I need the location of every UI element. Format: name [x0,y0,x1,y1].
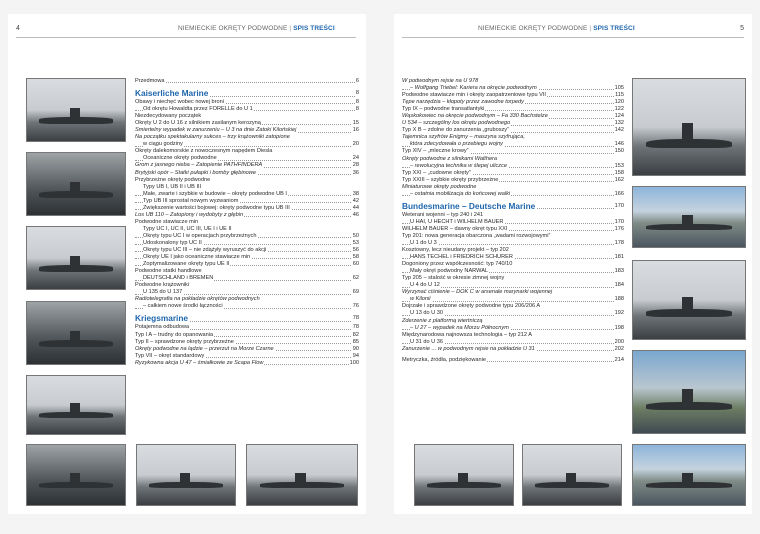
toc-entry-title: Mały okręt podwodny NARWAL [410,268,489,275]
submarine-hull-shape [39,482,114,488]
ship-photo-icon [632,78,746,176]
toc-entry-title: Typ IX – podwodne transatlantyki [402,106,485,113]
toc-page-number: 78 [352,313,359,324]
submarine-hull-shape [646,139,731,149]
toc-entry [402,261,624,268]
ship-photo-icon [136,444,236,506]
toc-entry [402,177,624,184]
toc-entry [135,177,359,184]
toc-entry-title: Podwodne krążowniki [135,282,190,289]
toc-entry-title: – rewolucyjna technika w ślepej uliczce [410,162,508,169]
toc-page-number: 94 [352,352,359,359]
toc-entry-title: Typ 201: nowa generacja obarczona „wadami rozwojowymi” [402,232,551,239]
ship-photo-icon [246,444,358,506]
submarine-hull-shape [427,482,502,488]
section-title: SPIS TREŚCI [293,25,335,32]
toc-entry-title: Tępe narzędzia – kłopoty przez zawodne torpedy [402,99,524,106]
submarine-hull-shape [39,340,114,346]
toc-entry-title: Zwiększenie wartości bojowej: okręty podwodne typu UB III [143,204,290,211]
toc-page-number: 46 [352,211,359,218]
toc-entry-title: Typ XIV – „mleczne krowy” [402,148,469,155]
submarine-hull-shape [39,191,114,197]
toc-entry-title: Tajemnica szyfrów Enigmy – maszyna szyfrująca, [402,134,525,141]
toc-entry [402,219,624,226]
toc-entry [402,282,624,289]
running-title-text: NIEMIECKIE OKRĘTY PODWODNE [478,25,588,32]
toc-entry [402,357,624,364]
toc-entry [135,240,359,247]
toc-page-number: 6 [355,78,359,84]
toc-entry-title: Zderzenie z platformą wiertniczą [402,317,483,324]
toc-entry-title: Przedmowa [135,78,165,84]
toc-entry-title: Miniaturowe okręty podwodne [402,183,477,190]
toc-entry-title: Na początku spektakularny sukces – trzy krążowniki zatopione [135,134,290,141]
conning-tower-shape [70,473,80,483]
toc-entry-title: Typ XXI – „cudowne okręty” [402,169,471,176]
toc-entry [402,191,624,198]
toc-entry-title: W podwodnym rejsie na U 978 [402,78,479,84]
section-title: SPIS TREŚCI [593,25,635,32]
toc-entry [135,162,359,169]
toc-page-number: 82 [352,331,359,338]
toc-page-number: 115 [615,92,624,99]
right-toc [402,78,624,364]
toc-entry-title: Grom z jasnego nieba – Zatopienie PATHFINDERA [135,162,263,169]
conning-tower-shape [70,256,80,266]
toc-entry-title: – ostatnia mobilizacja do końcowej walki [410,190,511,197]
toc-section-heading [135,313,359,324]
submarine-hull-shape [39,412,114,418]
toc-entry-title: U 4 do U 12 [410,282,440,289]
toc-page-number: 142 [614,127,624,134]
toc-entry [402,310,624,317]
toc-page-number: 150 [614,148,624,155]
conning-tower-shape [295,473,306,483]
ship-photo-icon [414,444,514,506]
toc-entry-title: Okręty typu UC III – nie zdążyły wyruszyć do akcji [143,247,267,254]
toc-entry-title: Przybrzeżne okręty podwodne [135,176,211,183]
toc-entry [135,353,359,360]
toc-page-number: 38 [352,190,359,197]
toc-entry [135,339,359,346]
toc-entry [402,296,624,303]
ship-photo-icon [26,301,126,365]
toc-page-number: 158 [614,169,624,176]
toc-entry [135,205,359,212]
toc-page-number: 153 [614,162,624,169]
toc-entry [402,148,624,155]
submarine-hull-shape [260,482,344,488]
ship-photo-icon [26,375,126,435]
toc-entry [135,198,359,205]
toc-entry [135,233,359,240]
toc-page-number: 202 [614,345,624,352]
ship-photo-icon [632,350,746,434]
toc-page-number: 15 [352,120,359,127]
toc-page-number: 170 [614,218,624,225]
toc-page-number: 200 [614,338,624,345]
toc-entry [135,261,359,268]
toc-entry [135,134,359,141]
toc-entry-title: Typ I A – trudny do opanowania [135,331,214,338]
toc-entry [402,233,624,240]
submarine-hull-shape [646,482,731,488]
toc-entry [402,170,624,177]
toc-entry-title: Kriegsmarine [135,313,189,324]
toc-page-number: 100 [349,359,359,366]
toc-entry-title: Małe, zwarte i szybkie w budowie – okręty podwodne UB I [143,190,287,197]
submarine-hull-shape [39,117,114,123]
toc-entry-title: Typ UB III sprostał nowym wyzwaniom [143,197,239,204]
right-header [394,24,752,36]
toc-leader-dots [402,301,624,302]
toc-page-number: 8 [355,99,359,106]
conning-tower-shape [70,331,80,341]
toc-page-number: 183 [614,268,624,275]
running-title: NIEMIECKIE OKRĘTY PODWODNE | SPIS TREŚCI [478,25,635,32]
toc-entry-title: WILHELM BAUER – dawny okręt typu XXI [402,225,508,232]
toc-entry-title: DEUTSCHLAND i BREMEN [143,275,214,282]
ship-photo-icon [632,186,746,248]
toc-entry-title: Dojrzałe i sprawdzone okręty podwodne typu 206/206 A [402,303,541,310]
toc-entry-title: U HAI, U HECHT i WILHELM BAUER [410,218,504,225]
running-title-text: NIEMIECKIE OKRĘTY PODWODNE [178,25,288,32]
toc-entry-title: Typ 205 – stalość w okresie zimnej wojny [402,275,505,282]
toc-page-number: 16 [352,127,359,134]
toc-entry-title: Okręty typu UC I w operacjach przybrzeżnych [143,232,257,239]
toc-entry-title: Obawy i niechęć wobec nowej broni [135,99,224,106]
toc-entry [402,127,624,134]
toc-entry-title: Podwodne statki handlowe [135,268,202,275]
toc-entry [402,226,624,233]
page-number: 5 [740,25,744,32]
ship-photo-icon [522,444,622,506]
conning-tower-shape [180,473,190,483]
toc-entry-title: U 1 do U 3 [410,239,437,246]
toc-entry-title: Typ X B – zdolne do zanurzenia „gruboszy” [402,127,509,134]
toc-page-number: 69 [352,289,359,296]
toc-entry [135,106,359,113]
toc-entry [135,170,359,177]
toc-entry [402,318,624,325]
submarine-hull-shape [535,482,610,488]
toc-entry [402,85,624,92]
toc-entry-title: Wąskokowiec na okręcie podwodnym – Fa 330 Bachstelze [402,113,548,120]
toc-page-number: 124 [614,113,624,120]
toc-entry [402,78,624,85]
toc-page-number: 20 [352,141,359,148]
ship-photo-icon [632,444,746,506]
toc-entry-title: w ciągu godziny [143,141,183,148]
toc-page-number: 60 [352,261,359,268]
toc-entry [135,155,359,162]
toc-entry-title: Brytyjski opór – Statki pułapki i bomby głębinowe [135,169,256,176]
toc-entry [402,289,624,296]
toc-page-number: 8 [355,106,359,113]
toc-page-number: 198 [614,324,624,331]
toc-entry-title: – całkiem nowe środki łączności [143,303,223,310]
toc-entry-title: Los UB 110 – Zatopiony i wydobyty z głębin [135,211,244,218]
toc-entry [402,332,624,339]
toc-page-number: 56 [352,247,359,254]
submarine-hull-shape [646,309,731,317]
toc-entry [135,254,359,261]
toc-page-number: 53 [352,239,359,246]
toc-page-number: 162 [614,176,624,183]
toc-page-number: 146 [614,141,624,148]
toc-entry [402,303,624,310]
toc-entry-title: Okręty U 2 do U 16 z silnikiem zasilanym kerozyną [135,120,261,127]
toc-entry-title: Udoskonalony typ UC II [143,239,202,246]
submarine-hull-shape [149,482,224,488]
submarine-hull-shape [646,224,731,230]
conning-tower-shape [682,297,693,309]
toc-entry-title: Metryczka, źródła, podziękowanie [402,356,486,363]
toc-entry-title: Typy UB I, UB II i UB III [143,183,202,190]
toc-entry [135,127,359,134]
toc-entry-title: Śmiertelny wypadek w zanurzeniu – U 3 na dnie Zatoki Kilońskiej [135,127,297,134]
toc-entry [402,99,624,106]
toc-entry [135,226,359,233]
toc-entry-title: Zanurzenie ... w podwodnym rejsie na pokładzie U 31 [402,345,535,352]
toc-entry-title: Okręty dalekomorskie z nowoczesnym napędem Diesla [135,148,273,155]
submarine-hull-shape [39,265,114,271]
toc-entry [402,254,624,261]
toc-entry-title: Typy UC I, UC II, UC III, UE I i UE II [143,225,232,232]
toc-entry-title: Niezdecydowany początek [135,113,202,120]
toc-entry [402,156,624,163]
toc-entry [402,92,624,99]
toc-section-heading [402,201,624,212]
toc-page-number: 76 [352,303,359,310]
toc-entry-title: Potajemna odbudowa [135,324,190,331]
toc-entry [402,184,624,191]
toc-entry-title: Radiotelegrafia na pokładzie okrętów podwodnych [135,296,260,303]
toc-entry [135,184,359,191]
ship-photo-icon [26,226,126,290]
header-rule [402,37,744,38]
toc-entry-title: Wyrzynać ciśnienie – DOK C w arsenale marynarki wojennej [402,289,553,296]
toc-entry-title: Typ II – sprawdzone okręty przybrzeżne [135,338,234,345]
toc-page-number: 58 [352,254,359,261]
toc-entry [135,346,359,353]
toc-entry [402,120,624,127]
toc-page-number: 62 [352,275,359,282]
toc-entry-title: Typ XXIII – szybkie okręty przybrzeżne [402,176,499,183]
toc-page-number: 184 [614,282,624,289]
toc-page-number: 50 [352,232,359,239]
toc-entry [135,148,359,155]
submarine-hull-shape [646,402,731,410]
toc-page-number: 132 [614,120,624,127]
left-header [8,24,366,36]
ship-photo-icon [26,444,126,506]
toc-entry [135,191,359,198]
toc-entry-title: Zoptymalizowane okręty typu UE II [143,261,230,268]
toc-page-number: 42 [352,197,359,204]
toc-entry-title: która zdecydowała o przebiegu wojny [410,141,503,148]
toc-entry-title: U 534 – szczególny los okrętu podwodnego [402,120,511,127]
toc-entry-title: Okręty UE I jako oceaniczne stawiacze min [143,254,251,261]
ship-photo-icon [632,260,746,340]
toc-entry-title: Kaiserliche Marine [135,88,209,99]
toc-page-number: 36 [352,169,359,176]
conning-tower-shape [682,215,693,225]
toc-page-number: 176 [614,225,624,232]
toc-page-number: 44 [352,204,359,211]
toc-entry-title: Okręty podwodne z silnikami Walthera [402,155,498,162]
right-page [394,14,752,514]
conning-tower-shape [566,473,576,483]
toc-entry-title: Oceaniczne okręty podwodne [143,155,217,162]
toc-entry [402,275,624,282]
toc-entry [402,339,624,346]
toc-entry-title: – Wolfgang Triebel: Kariera na okręcie podwodnym [410,85,537,92]
ship-photo-icon [26,152,126,216]
toc-entry [135,212,359,219]
toc-page-number: 8 [355,88,359,99]
toc-entry-title: Międzynarodowa najnowsza technologia – typ 212 A [402,331,532,338]
toc-entry [402,134,624,141]
toc-entry-title: Podwodne stawiacze min i okręty zaopatrzeniowe typu VII [402,92,546,99]
conning-tower-shape [70,182,80,192]
conning-tower-shape [682,473,693,483]
toc-section-heading [135,88,359,99]
toc-entry-title: Podwodne stawiacze min [135,218,199,225]
toc-entry [135,120,359,127]
toc-entry [135,296,359,303]
toc-entry [402,163,624,170]
toc-leader-dots [135,82,359,83]
left-page [8,14,366,514]
toc-entry-title: HANS TECHEL i FRIEDRICH SCHÜRER [410,254,513,261]
toc-entry-title: Weterani wojenni – typ 240 i 241 [402,211,484,218]
toc-entry-title: U 13 do U 30 [410,310,443,317]
toc-entry [135,289,359,296]
left-toc [135,78,359,367]
toc-page-number: 178 [614,239,624,246]
toc-page-number: 28 [352,162,359,169]
toc-page-number: 192 [614,310,624,317]
toc-entry [135,141,359,148]
toc-page-number: 214 [614,356,624,363]
header-rule [16,37,356,38]
toc-entry-title: w Kilonii [410,296,431,303]
toc-entry-title: U 31 do U 36 [410,338,443,345]
toc-page-number: 181 [614,254,624,261]
toc-entry [402,141,624,148]
toc-entry-title: Typ VII – okręt standardowy [135,352,205,359]
toc-entry [135,324,359,331]
toc-entry [135,275,359,282]
toc-page-number: 85 [352,338,359,345]
toc-entry-title: U 135 do U 137 [143,289,183,296]
toc-entry [402,247,624,254]
page-number: 4 [16,25,20,32]
toc-entry-title: – U 27 – wypadek na Morzu Północnym [410,324,509,331]
ship-photo-icon [26,78,126,142]
toc-page-number: 105 [614,85,624,92]
toc-entry [135,247,359,254]
conning-tower-shape [682,389,693,402]
toc-entry-title: Bundesmarine – Deutsche Marine [402,200,536,211]
toc-entry [135,78,359,85]
running-title: NIEMIECKIE OKRĘTY PODWODNE | SPIS TREŚCI [178,25,335,32]
toc-entry-title: Dogoniony przez współczesność: typ 740/10 [402,261,513,268]
toc-entry [135,113,359,120]
toc-entry [135,332,359,339]
toc-page-number: 120 [614,99,624,106]
toc-entry-title: Od okrętu Howaldta przez FORELLE do U 1 [143,106,253,113]
toc-entry [402,113,624,120]
conning-tower-shape [70,108,80,118]
toc-page-number: 90 [352,345,359,352]
toc-page-number: 166 [614,190,624,197]
conning-tower-shape [458,473,468,483]
toc-entry [402,268,624,275]
toc-page-number: 188 [614,296,624,303]
toc-entry [402,325,624,332]
toc-entry [135,268,359,275]
toc-entry [135,219,359,226]
toc-page-number: 24 [352,155,359,162]
toc-entry [402,240,624,247]
toc-entry [135,303,359,310]
toc-entry-title: Ryzykowna akcja U 47 – śmiałkowie ze Scapa Flow [135,359,264,366]
toc-entry-title: Okręty podwodne na lądzie – przerzut na Morze Czarne [135,345,274,352]
toc-entry [402,346,624,353]
toc-page-number: 78 [352,324,359,331]
toc-entry [402,106,624,113]
conning-tower-shape [682,123,693,138]
toc-entry-title: Kosztowny, lecz nieudany projekt – typ 202 [402,247,509,254]
toc-entry [135,282,359,289]
toc-entry [402,212,624,219]
toc-page-number: 122 [614,106,624,113]
toc-entry [135,360,359,367]
toc-entry [135,99,359,106]
toc-page-number: 170 [614,201,624,212]
conning-tower-shape [70,403,80,412]
